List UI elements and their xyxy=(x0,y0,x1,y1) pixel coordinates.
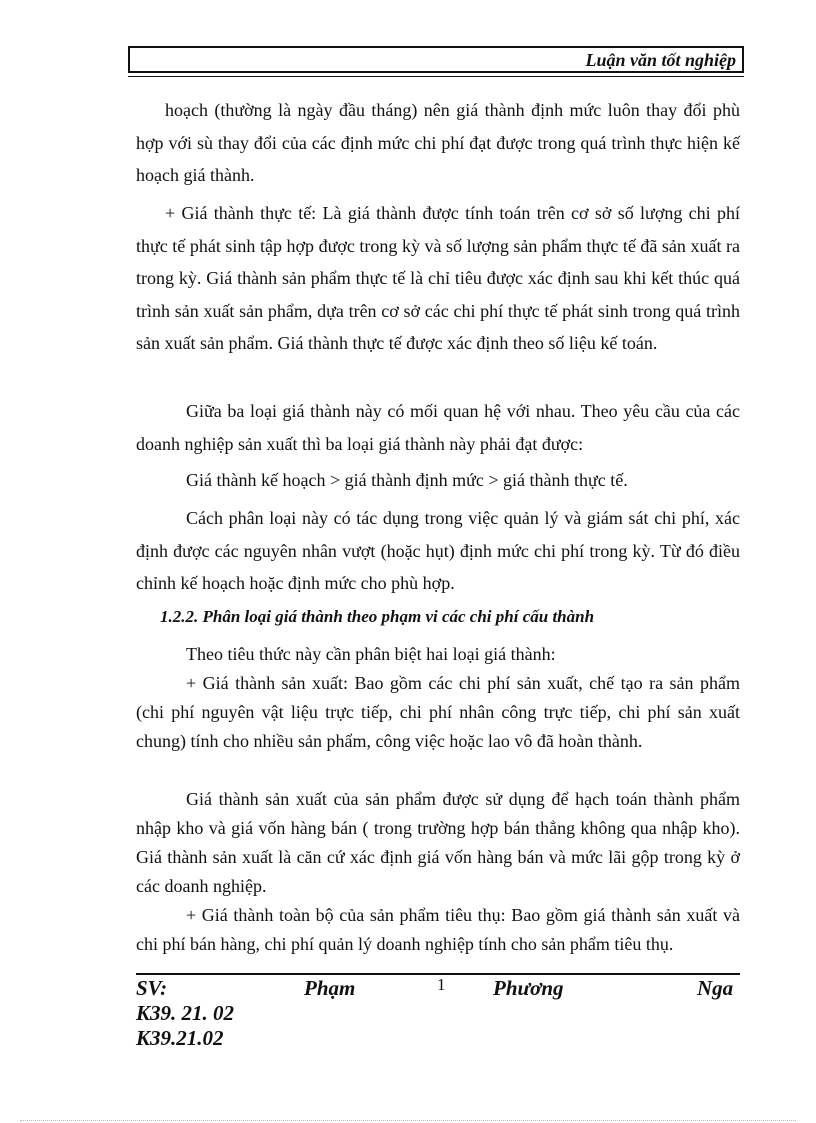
paragraph-2: + Giá thành thực tế: Là giá thành được tính toán trên cơ sở số lượng chi phí thực tế phát sinh tập hợp được trong kỳ và số lượng sản phẩm thực tế đã sản xuất ra trong kỳ. Giá thành sản phẩm thực tế là chỉ tiêu được xác định sau khi kết thúc quá trình sản xuất sản phẩm, dựa trên cơ sở các chi phí thực tế phát sinh trong quá trình sản xuất sản phẩm. Giá thành thực tế được xác định theo số liệu kế toán. xyxy=(136,203,740,353)
paragraph-3: Giữa ba loại giá thành này có mối quan hệ với nhau. Theo yêu cầu của các doanh nghiệp sản xuất thì ba loại giá thành này phải đạt được: xyxy=(136,401,740,454)
header-box xyxy=(128,46,744,73)
page-edge-dots xyxy=(20,1120,796,1121)
header-underline xyxy=(128,76,744,77)
paragraph-7: + Giá thành sản xuất: Bao gồm các chi phí sản xuất, chế tạo ra sản phẩm (chi phí nguyên vật liệu trực tiếp, chi phí nhân công trực tiếp, chi phí sản xuất chung) tính cho nhiều sản phẩm, công việc hoặc lao vô đã hoàn thành. xyxy=(136,673,740,751)
section-heading: 1.2.2. Phân loại giá thành theo phạm vi các chi phí cấu thành xyxy=(160,607,595,626)
paragraph-9: + Giá thành toàn bộ của sản phẩm tiêu thụ: Bao gồm giá thành sản xuất và chi phí bán hàng, chi phí quản lý doanh nghiệp tính cho sản phẩm tiêu thụ. xyxy=(136,905,740,954)
paragraph-4: Giá thành kế hoạch > giá thành định mức > giá thành thực tế. xyxy=(186,470,628,490)
footer-name-last: Nga xyxy=(697,976,734,1000)
footer-class-code-1: K39. 21. 02 xyxy=(136,1001,235,1025)
paragraph-8: Giá thành sản xuất của sản phẩm được sử dụng để hạch toán thành phẩm nhập kho và giá vốn hàng bán ( trong trường hợp bán thẳng không qua nhập kho). Giá thành sản xuất là căn cứ xác định giá vốn hàng bán và mức lãi gộp trong kỳ ở các doanh nghiệp. xyxy=(136,789,740,896)
paragraph-6: Theo tiêu thức này cần phân biệt hai loại giá thành: xyxy=(186,644,556,664)
paragraph-1: hoạch (thường là ngày đầu tháng) nên giá thành định mức luôn thay đổi phù hợp với sù thay đổi của các định mức chi phí đạt được trong quá trình thực hiện kế hoạch giá thành. xyxy=(136,100,740,185)
footer-name-first: Phạm xyxy=(304,976,356,1000)
footer-sv-label: SV: xyxy=(136,976,168,1000)
page-number: 1 xyxy=(437,975,446,994)
footer-name-middle: Phương xyxy=(493,976,564,1000)
paragraph-5: Cách phân loại này có tác dụng trong việc quản lý và giám sát chi phí, xác định được các nguyên nhân vượt (hoặc hụt) định mức chi phí trong kỳ. Từ đó điều chỉnh kế hoạch hoặc định mức cho phù hợp. xyxy=(136,508,740,593)
header-title: Luận văn tốt nghiệp xyxy=(585,50,736,70)
footer-class-code-2: K39.21.02 xyxy=(136,1026,224,1050)
